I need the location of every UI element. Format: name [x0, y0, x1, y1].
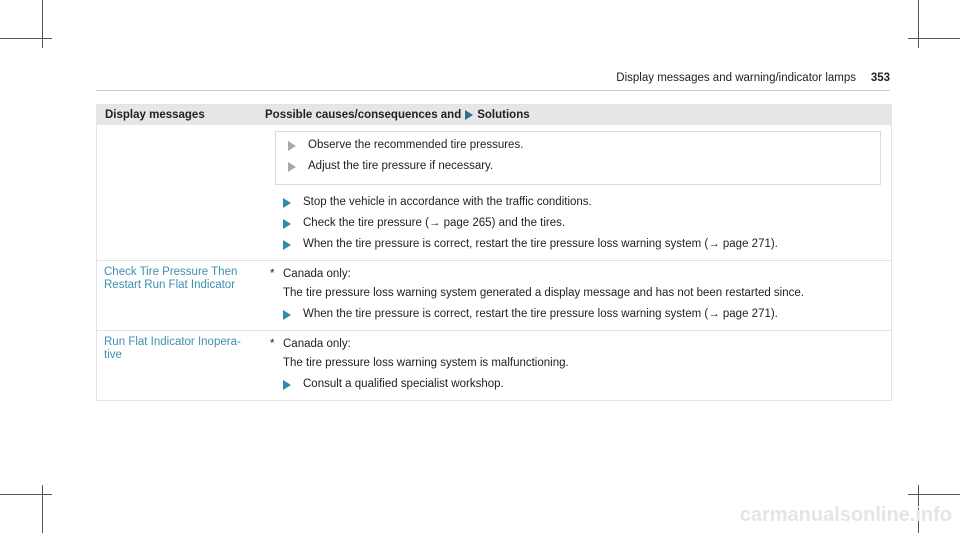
column-header-solutions-label: Solutions	[477, 109, 530, 121]
step-text: Observe the recommended tire pressures.	[308, 139, 524, 151]
display-message-label: Check Tire Pressure Then Restart Run Flat Indicator	[104, 266, 238, 291]
crop-mark	[42, 485, 43, 533]
page-header	[612, 72, 890, 88]
table-row	[97, 330, 891, 400]
step-text: Check the tire pressure (→ page 265) and the tires.	[303, 217, 566, 229]
crop-mark	[918, 0, 919, 48]
table-row	[97, 260, 891, 330]
crop-mark	[0, 38, 52, 39]
asterisk: *	[270, 338, 275, 350]
display-message-label: Run Flat Indicator Inopera- tive	[104, 336, 241, 361]
table-row	[97, 125, 891, 260]
step-arrow-icon	[283, 310, 291, 320]
display-messages-table	[96, 104, 892, 401]
row-content	[262, 331, 891, 400]
crop-mark	[908, 38, 960, 39]
column-header-causes-label: Possible causes/consequences and	[265, 109, 462, 121]
step-text: Adjust the tire pressure if necessary.	[308, 160, 494, 172]
cause-text: The tire pressure loss warning system is malfunctioning.	[283, 357, 569, 369]
crop-mark	[0, 494, 52, 495]
list-item	[283, 377, 883, 392]
step-arrow-icon	[283, 219, 291, 229]
column-header-messages: Display messages	[105, 109, 205, 121]
header-rule	[96, 90, 890, 91]
section-title: Display messages and warning/indicator lamps	[616, 72, 856, 84]
steps-list	[283, 195, 883, 252]
list-item	[283, 237, 883, 252]
page-number: 353	[870, 72, 890, 84]
cause-text: The tire pressure loss warning system generated a display message and has not been restarted since.	[283, 287, 804, 299]
list-item	[288, 138, 868, 153]
step-arrow-icon	[283, 198, 291, 208]
asterisk: *	[270, 268, 275, 280]
step-arrow-icon	[288, 141, 296, 151]
crop-mark	[908, 494, 960, 495]
market-note	[270, 337, 883, 352]
step-text: Stop the vehicle in accordance with the traffic conditions.	[303, 196, 592, 208]
list-item	[283, 307, 883, 322]
step-text: Consult a qualified specialist workshop.	[303, 378, 504, 390]
table-header	[97, 105, 891, 125]
column-header-causes	[265, 109, 530, 121]
note-text: Canada only:	[283, 268, 351, 280]
list-item	[283, 195, 883, 210]
step-arrow-icon	[288, 162, 296, 172]
row-content	[262, 125, 891, 260]
step-text: When the tire pressure is correct, restart the tire pressure loss warning system (→ page 271).	[303, 238, 778, 250]
step-arrow-icon	[283, 240, 291, 250]
row-content	[262, 261, 891, 330]
step-text: When the tire pressure is correct, restart the tire pressure loss warning system (→ page 271).	[303, 308, 778, 320]
list-item	[283, 216, 883, 231]
market-note	[270, 267, 883, 282]
steps-list	[283, 307, 883, 322]
tip-box	[275, 131, 881, 185]
note-text: Canada only:	[283, 338, 351, 350]
steps-list	[283, 377, 883, 392]
list-item	[288, 159, 868, 174]
watermark: carmanualsonline.info	[739, 504, 952, 526]
step-arrow-icon	[283, 380, 291, 390]
crop-mark	[42, 0, 43, 48]
solution-arrow-icon	[465, 110, 473, 120]
